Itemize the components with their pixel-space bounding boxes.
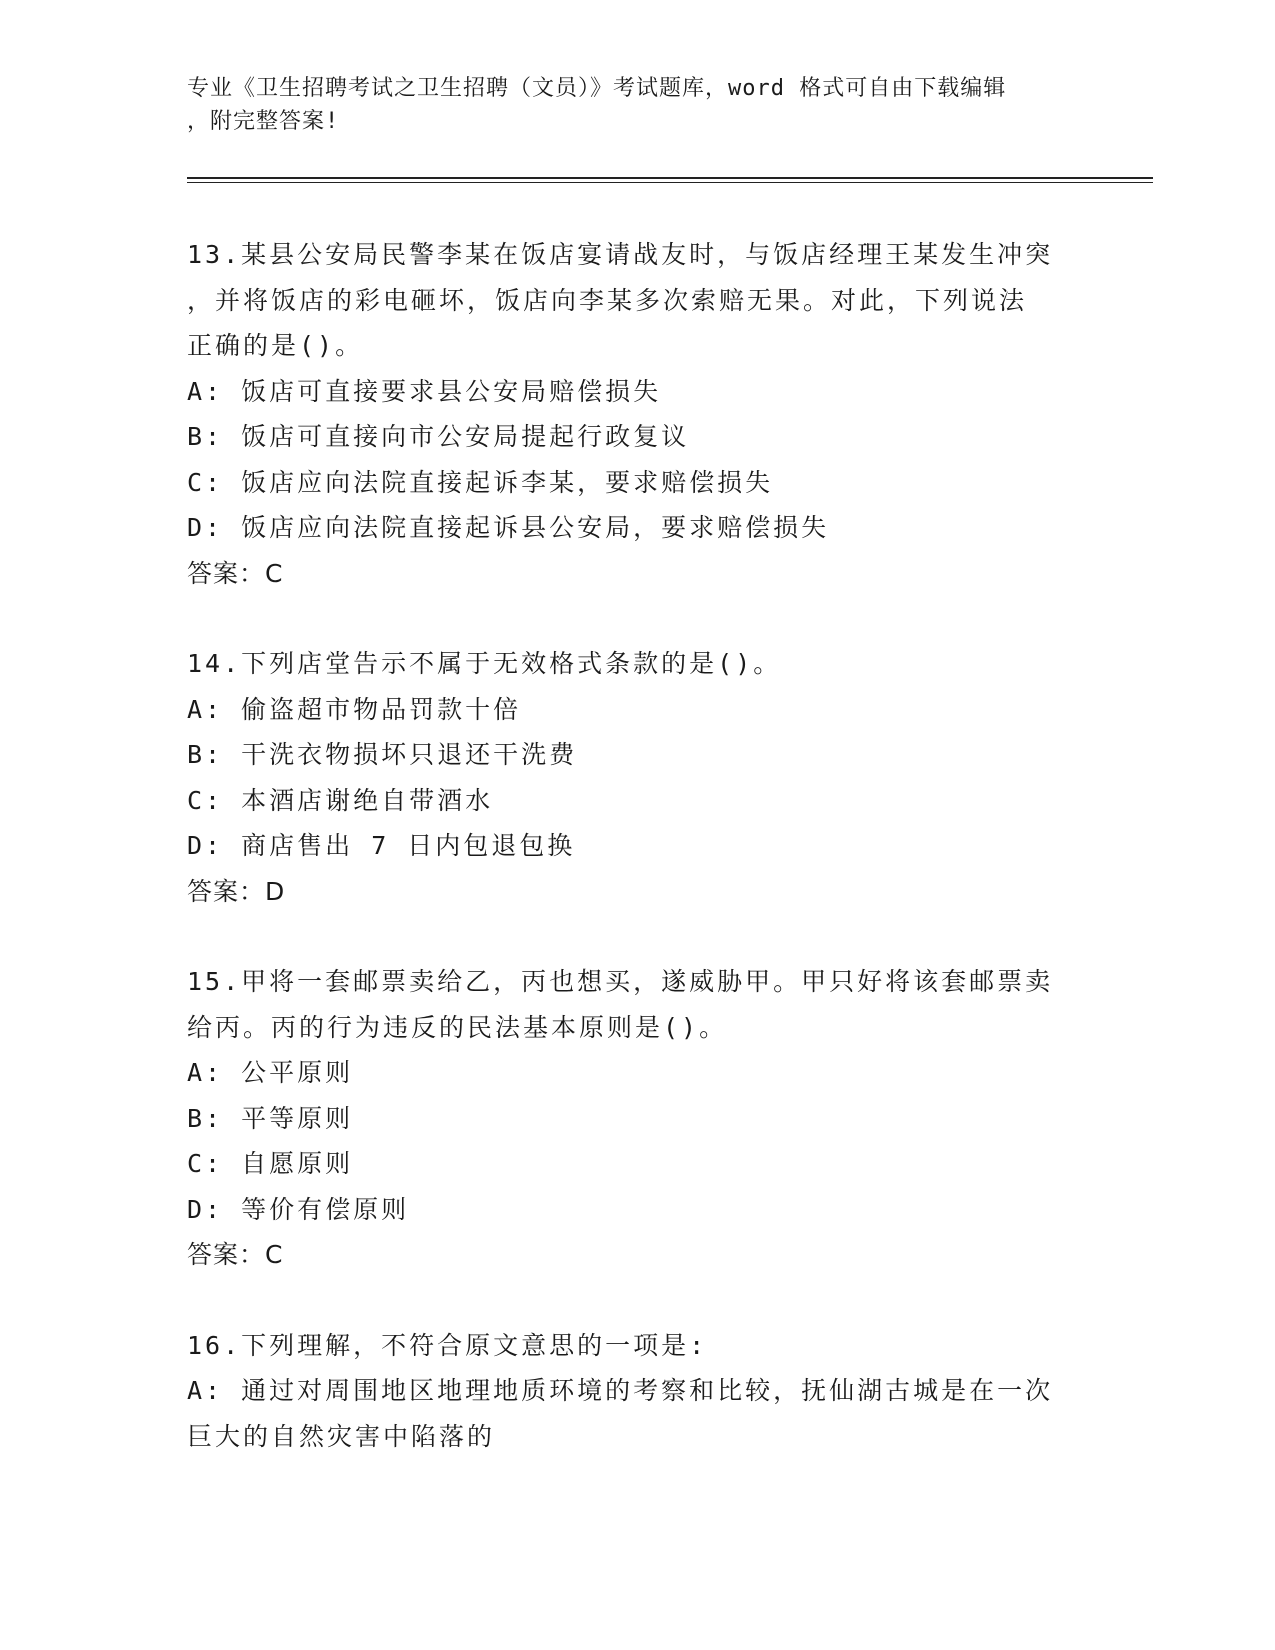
option-b: B: 平等原则: [187, 1103, 354, 1133]
option-a: A: 偷盗超市物品罚款十倍: [187, 694, 522, 724]
question-14: [187, 641, 1087, 914]
header-divider-thick: [187, 177, 1153, 179]
header-divider-thin: [187, 182, 1153, 183]
option-d: D: 等价有偿原则: [187, 1194, 410, 1224]
option-c: C: 本酒店谢绝自带酒水: [187, 785, 494, 815]
question-15: [187, 959, 1087, 1278]
question-list: [187, 232, 1087, 1504]
option-a: A: 通过对周围地区地理地质环境的考察和比较，抚仙湖古城是在一次: [187, 1376, 1054, 1405]
document-header: [187, 72, 1067, 138]
question-text-line: 14.下列店堂告示不属于无效格式条款的是()。: [187, 649, 782, 678]
option-a: A: 饭店可直接要求县公安局赔偿损失: [187, 376, 662, 406]
option-a: A: 公平原则: [187, 1058, 354, 1087]
option-c: C: 饭店应向法院直接起诉李某，要求赔偿损失: [187, 467, 774, 497]
question-text-line: 13.某县公安局民警李某在饭店宴请战友时，与饭店经理王某发生冲突: [187, 240, 1054, 269]
question-text-line: 16.下列理解，不符合原文意思的一项是:: [187, 1330, 708, 1360]
option-d: D: 饭店应向法院直接起诉县公安局，要求赔偿损失: [187, 513, 830, 542]
header-line-2: ，附完整答案!: [187, 109, 340, 134]
header-line-1: 专业《卫生招聘考试之卫生招聘（文员）》考试题库，word 格式可自由下载编辑: [187, 76, 1007, 101]
option-a-continued: 巨大的自然灾害中陷落的: [187, 1421, 496, 1451]
option-b: B: 饭店可直接向市公安局提起行政复议: [187, 422, 690, 451]
question-text-line: ，并将饭店的彩电砸坏，饭店向李某多次索赔无果。对此，下列说法: [187, 285, 1028, 315]
question-text-line: 正确的是()。: [187, 331, 364, 360]
option-b: B: 干洗衣物损坏只退还干洗费: [187, 740, 578, 769]
answer-label: 答案：C: [187, 1240, 284, 1269]
question-16: [187, 1323, 1087, 1460]
option-c: C: 自愿原则: [187, 1149, 354, 1178]
question-text-line: 15.甲将一套邮票卖给乙，丙也想买，遂威胁甲。甲只好将该套邮票卖: [187, 967, 1054, 996]
answer-label: 答案：C: [187, 558, 284, 588]
answer-label: 答案：D: [187, 876, 286, 906]
question-text-line: 给丙。丙的行为违反的民法基本原则是()。: [187, 1012, 728, 1042]
option-d: D: 商店售出 7 日内包退包换: [187, 831, 576, 860]
question-13: [187, 232, 1087, 596]
